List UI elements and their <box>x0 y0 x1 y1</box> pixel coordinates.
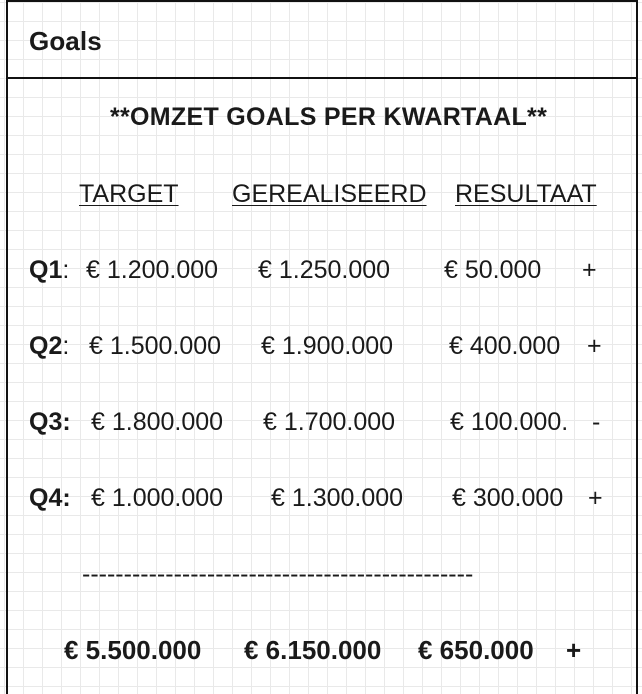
cell-sign: + <box>587 332 602 360</box>
cell-sign: + <box>588 484 603 512</box>
cell-sign: - <box>592 408 601 436</box>
row-label: Q1: <box>29 256 70 284</box>
row-label: Q4: <box>29 484 71 512</box>
column-header-target: TARGET <box>79 180 179 208</box>
row-label: Q2: <box>29 332 70 360</box>
cell-result: € 400.000 <box>449 332 561 360</box>
note-heading: **OMZET GOALS PER KWARTAAL** <box>110 103 548 131</box>
note-title[interactable]: Goals <box>29 26 102 56</box>
divider-line: ----------------------------------------------- <box>82 560 474 588</box>
total-result: € 650.000 <box>418 635 534 665</box>
total-realized: € 6.150.000 <box>244 635 382 665</box>
cell-target: € 1.500.000 <box>89 332 222 360</box>
cell-result: € 100.000. <box>450 408 569 436</box>
column-header-realized: GEREALISEERD <box>232 180 427 208</box>
cell-realized: € 1.900.000 <box>261 332 394 360</box>
cell-result: € 300.000 <box>452 484 564 512</box>
row-label: Q3: <box>29 408 71 436</box>
cell-realized: € 1.700.000 <box>263 408 396 436</box>
cell-realized: € 1.250.000 <box>258 256 391 284</box>
note-header <box>8 2 636 79</box>
column-header-result: RESULTAAT <box>455 180 597 208</box>
cell-target: € 1.200.000 <box>86 256 219 284</box>
total-sign: + <box>566 635 582 665</box>
cell-realized: € 1.300.000 <box>271 484 404 512</box>
cell-target: € 1.800.000 <box>91 408 224 436</box>
cell-target: € 1.000.000 <box>91 484 224 512</box>
total-target: € 5.500.000 <box>64 635 202 665</box>
cell-sign: + <box>582 256 597 284</box>
cell-result: € 50.000 <box>444 256 542 284</box>
